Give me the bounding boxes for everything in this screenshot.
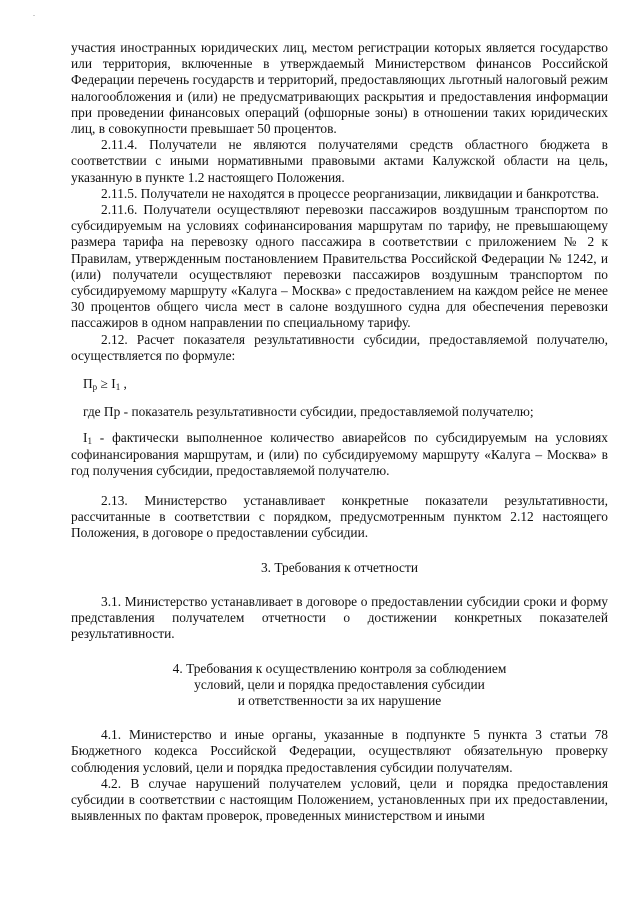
paragraph-3-1: 3.1. Министерство устанавливает в договоре о предоставлении субсидии сроки и форму представления получателем отчетности о достижении конкретных показателей результативности. — [71, 593, 608, 642]
paragraph-4-2: 4.2. В случае нарушений получателем условий, цели и порядка предоставления субсидии в соответствии с настоящим Положением, установленных при их предоставлении, выявленных по фактам проверок, проведенных министерством и иными — [71, 775, 608, 824]
section-heading-4: 4. Требования к осуществлению контроля за соблюдением условий, цели и порядка предоставления субсидии и ответственности за их нарушение — [172, 660, 507, 708]
definition-pr: где Пр - показатель результативности субсидии, предоставляемой получателю; — [83, 404, 534, 420]
paragraph-2-11-4: 2.11.4. Получатели не являются получателями средств областного бюджета в соответствии с иными нормативными правовыми актами Калужской области на цель, указанную в пункте 1.2 настоящего Положения. — [71, 137, 608, 185]
formula: $П_р \ge I_1$ , — [83, 376, 127, 393]
paragraph-intro: участия иностранных юридических лиц, местом регистрации которых является государство или территория, включенные в утверждаемый Министерством финансов Российской Федерации перечень государств и территорий, предоставляющих льготный налоговый режим налогообложения и (или) не предусматривающих раскрытия и предоставления информации при проведении финансовых операций (офшорные зоны) в отношении таких юридических лиц, в совокупности превышает 50 процентов. — [71, 40, 608, 137]
scan-mark: - — [33, 13, 35, 19]
paragraph-2-11-6: 2.11.6. Получатели осуществляют перевозки пассажиров воздушным транспортом по субсидируемым на условиях софинансирования маршрутам по тарифу, не превышающему размера тарифа на перевозку одного пассажира в соответствии с приложением № 2 к Правилам, утвержденным постановлением Правительства Российской Федерации № 1242, и (или) получатели осуществляют перевозки пассажиров воздушным транспортом по субсидируемому маршруту «Калуга – Москва» с предоставлением на каждом рейсе не менее 30 процентов общего числа мест в салоне воздушного судна для обеспечения перевозки пассажиров в одном направлении по специальному тарифу. — [71, 202, 608, 331]
paragraph-4-1: 4.1. Министерство и иные органы, указанные в подпункте 5 пункта 3 статьи 78 Бюджетного кодекса Российской Федерации, осуществляют обязательную проверку соблюдения условий, цели и порядка предоставления субсидии получателям. — [71, 727, 608, 775]
section-heading-3: 3. Требования к отчетности — [260, 559, 419, 575]
paragraph-2-12: 2.12. Расчет показателя результативности субсидии, предоставляемой получателю, осуществляется по формуле: — [71, 331, 608, 363]
paragraph-2-11-5: 2.11.5. Получатели не находятся в процессе реорганизации, ликвидации и банкротства. — [101, 185, 600, 201]
definition-i1: $I_1$ - фактически выполненное количество авиарейсов по субсидируемым на условиях софинансирования маршрутам, и (или) по субсидируемому маршруту «Калуга – Москва» в год получения субсидии, предоставляемой получателю. — [71, 430, 608, 478]
paragraph-2-13: 2.13. Министерство устанавливает конкретные показатели результативности, рассчитанные в соответствии с порядком, предусмотренным пунктом 2.12 настоящего Положения, в договоре о предоставлении субсидии. — [71, 493, 608, 541]
